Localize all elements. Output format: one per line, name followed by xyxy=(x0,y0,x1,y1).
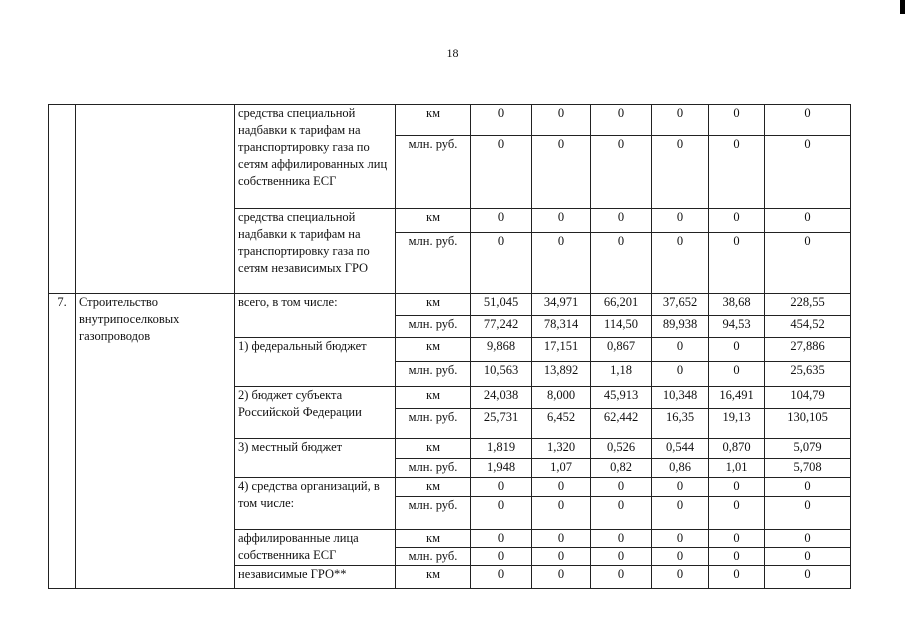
value-cell: 45,913 xyxy=(591,387,652,409)
value-cell: 37,652 xyxy=(652,294,709,316)
value-cell: 0 xyxy=(765,478,851,497)
value-cell: 228,55 xyxy=(765,294,851,316)
value-cell: 0 xyxy=(532,566,591,589)
value-cell: 0 xyxy=(532,530,591,548)
unit-cell: км xyxy=(396,566,471,589)
value-cell: 38,68 xyxy=(709,294,765,316)
value-cell: 0 xyxy=(591,497,652,530)
unit-cell: млн. руб. xyxy=(396,459,471,478)
value-cell: 0 xyxy=(765,548,851,566)
value-cell: 0 xyxy=(471,105,532,136)
value-cell: 0 xyxy=(591,566,652,589)
value-cell: 17,151 xyxy=(532,338,591,362)
value-cell: 0 xyxy=(652,105,709,136)
value-cell: 0 xyxy=(709,478,765,497)
value-cell: 51,045 xyxy=(471,294,532,316)
value-cell: 0 xyxy=(652,566,709,589)
value-cell: 1,01 xyxy=(709,459,765,478)
value-cell: 0 xyxy=(765,136,851,209)
unit-cell: км xyxy=(396,294,471,316)
value-cell: 0 xyxy=(652,338,709,362)
value-cell: 0 xyxy=(532,105,591,136)
value-cell: 10,348 xyxy=(652,387,709,409)
unit-cell: км xyxy=(396,209,471,233)
source-cell: всего, в том числе: xyxy=(235,294,396,338)
value-cell: 0 xyxy=(709,105,765,136)
value-cell: 94,53 xyxy=(709,316,765,338)
value-cell: 25,635 xyxy=(765,362,851,387)
source-cell: 2) бюджет субъекта Российской Федерации xyxy=(235,387,396,439)
value-cell: 62,442 xyxy=(591,409,652,439)
value-cell: 1,948 xyxy=(471,459,532,478)
value-cell: 0 xyxy=(471,136,532,209)
value-cell: 0 xyxy=(471,548,532,566)
value-cell: 0 xyxy=(765,233,851,294)
value-cell: 0 xyxy=(471,566,532,589)
value-cell: 0 xyxy=(765,209,851,233)
value-cell: 8,000 xyxy=(532,387,591,409)
value-cell: 0 xyxy=(709,548,765,566)
value-cell: 16,491 xyxy=(709,387,765,409)
source-cell: 1) федеральный бюджет xyxy=(235,338,396,387)
value-cell: 77,242 xyxy=(471,316,532,338)
value-cell: 0 xyxy=(765,105,851,136)
value-cell: 0 xyxy=(652,233,709,294)
value-cell: 0 xyxy=(765,566,851,589)
value-cell: 0 xyxy=(652,497,709,530)
value-cell: 66,201 xyxy=(591,294,652,316)
value-cell: 78,314 xyxy=(532,316,591,338)
value-cell: 0,867 xyxy=(591,338,652,362)
value-cell: 0,82 xyxy=(591,459,652,478)
unit-cell: км xyxy=(396,530,471,548)
data-table xyxy=(48,104,851,589)
value-cell: 0 xyxy=(652,136,709,209)
scan-edge-mark xyxy=(900,0,905,14)
value-cell: 1,18 xyxy=(591,362,652,387)
value-cell: 0 xyxy=(471,233,532,294)
source-cell: 3) местный бюджет xyxy=(235,439,396,478)
value-cell: 0 xyxy=(532,548,591,566)
value-cell: 0 xyxy=(652,362,709,387)
value-cell: 89,938 xyxy=(652,316,709,338)
value-cell: 5,708 xyxy=(765,459,851,478)
unit-cell: млн. руб. xyxy=(396,233,471,294)
unit-cell: млн. руб. xyxy=(396,316,471,338)
value-cell: 0 xyxy=(709,530,765,548)
value-cell: 0 xyxy=(709,497,765,530)
value-cell: 0 xyxy=(591,105,652,136)
value-cell: 9,868 xyxy=(471,338,532,362)
value-cell: 10,563 xyxy=(471,362,532,387)
value-cell: 1,320 xyxy=(532,439,591,459)
value-cell: 0 xyxy=(532,233,591,294)
value-cell: 0 xyxy=(591,478,652,497)
value-cell: 25,731 xyxy=(471,409,532,439)
source-cell: средства специальной надбавки к тарифам на транспортировку газа по сетям аффилированных лиц собственника ЕСГ xyxy=(235,105,396,209)
value-cell: 0 xyxy=(532,497,591,530)
unit-cell: млн. руб. xyxy=(396,409,471,439)
unit-cell: км xyxy=(396,105,471,136)
source-cell: средства специальной надбавки к тарифам на транспортировку газа по сетям независимых ГРО xyxy=(235,209,396,294)
value-cell: 104,79 xyxy=(765,387,851,409)
value-cell: 0 xyxy=(652,209,709,233)
value-cell: 454,52 xyxy=(765,316,851,338)
source-cell: аффилированные лица собственника ЕСГ xyxy=(235,530,396,566)
value-cell: 1,07 xyxy=(532,459,591,478)
value-cell: 0 xyxy=(532,478,591,497)
source-cell: независимые ГРО** xyxy=(235,566,396,589)
value-cell: 0 xyxy=(532,209,591,233)
value-cell: 0 xyxy=(709,362,765,387)
value-cell: 0 xyxy=(471,530,532,548)
source-cell: 4) средства организаций, в том числе: xyxy=(235,478,396,530)
value-cell: 0 xyxy=(471,478,532,497)
value-cell: 34,971 xyxy=(532,294,591,316)
table-row xyxy=(49,294,851,316)
value-cell: 0 xyxy=(709,209,765,233)
unit-cell: млн. руб. xyxy=(396,362,471,387)
item-number-cell: 7. xyxy=(49,294,76,589)
unit-cell: км xyxy=(396,387,471,409)
value-cell: 114,50 xyxy=(591,316,652,338)
table-row xyxy=(49,105,851,136)
value-cell: 13,892 xyxy=(532,362,591,387)
value-cell: 0 xyxy=(471,497,532,530)
item-name-cell: Строительство внутрипоселковых газопроводов xyxy=(76,294,235,589)
value-cell: 0,86 xyxy=(652,459,709,478)
value-cell: 0 xyxy=(591,136,652,209)
value-cell: 0 xyxy=(709,566,765,589)
value-cell: 0 xyxy=(532,136,591,209)
value-cell: 0 xyxy=(652,478,709,497)
value-cell: 1,819 xyxy=(471,439,532,459)
unit-cell: млн. руб. xyxy=(396,548,471,566)
value-cell: 19,13 xyxy=(709,409,765,439)
value-cell: 0 xyxy=(765,497,851,530)
unit-cell: км xyxy=(396,478,471,497)
unit-cell: млн. руб. xyxy=(396,497,471,530)
item-number-cell xyxy=(49,105,76,294)
value-cell: 24,038 xyxy=(471,387,532,409)
value-cell: 0,544 xyxy=(652,439,709,459)
value-cell: 0 xyxy=(709,136,765,209)
value-cell: 0 xyxy=(709,338,765,362)
value-cell: 0,526 xyxy=(591,439,652,459)
value-cell: 0 xyxy=(652,530,709,548)
item-name-cell xyxy=(76,105,235,294)
unit-cell: млн. руб. xyxy=(396,136,471,209)
value-cell: 0 xyxy=(591,209,652,233)
value-cell: 0 xyxy=(652,548,709,566)
value-cell: 0 xyxy=(591,233,652,294)
value-cell: 16,35 xyxy=(652,409,709,439)
value-cell: 130,105 xyxy=(765,409,851,439)
value-cell: 6,452 xyxy=(532,409,591,439)
unit-cell: км xyxy=(396,338,471,362)
value-cell: 27,886 xyxy=(765,338,851,362)
value-cell: 0,870 xyxy=(709,439,765,459)
unit-cell: км xyxy=(396,439,471,459)
value-cell: 0 xyxy=(709,233,765,294)
value-cell: 0 xyxy=(471,209,532,233)
value-cell: 0 xyxy=(591,530,652,548)
value-cell: 0 xyxy=(591,548,652,566)
page-number: 18 xyxy=(446,46,459,60)
value-cell: 0 xyxy=(765,530,851,548)
value-cell: 5,079 xyxy=(765,439,851,459)
